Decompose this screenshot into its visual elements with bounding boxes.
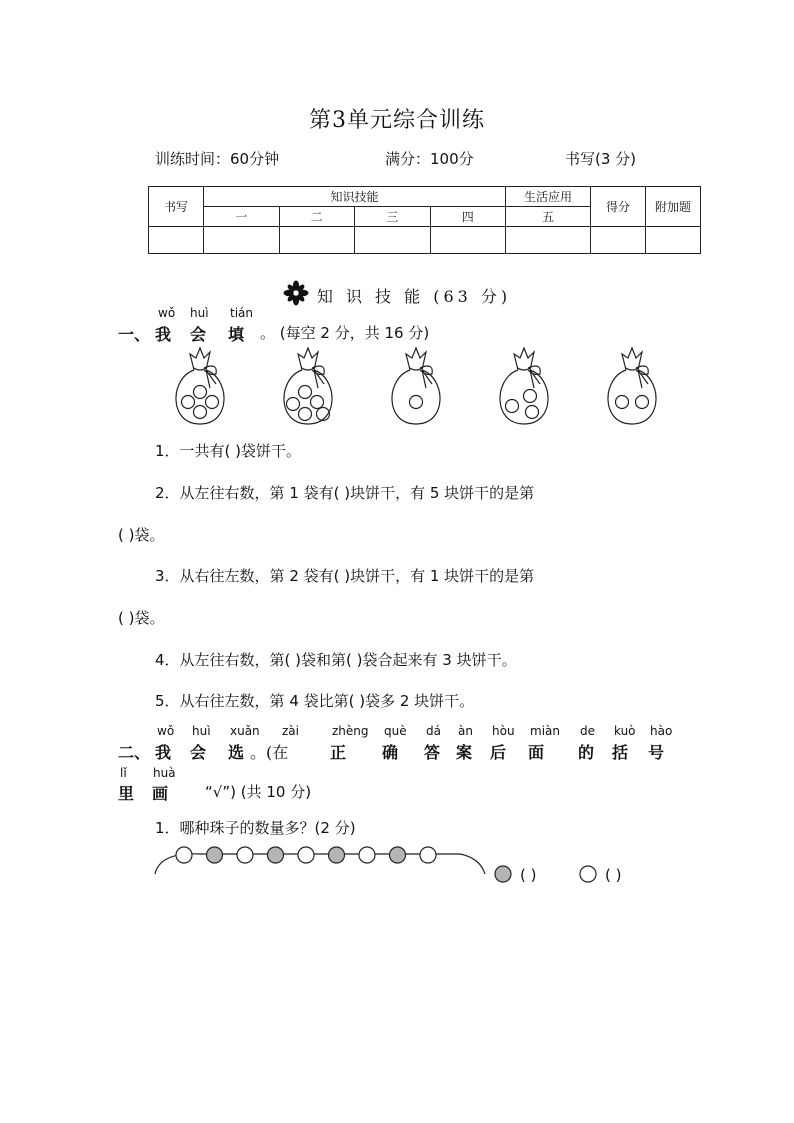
header-life: 生活应用 xyxy=(506,187,591,207)
q2-row1-pinyin: àn xyxy=(458,724,473,738)
q1-item-1: 1．一共有( )袋饼干。 xyxy=(155,442,302,460)
cell-3[interactable] xyxy=(355,227,431,254)
q2-row1-char: 面 xyxy=(528,743,545,762)
cell-bonus[interactable] xyxy=(646,227,701,254)
page-title: 第3单元综合训练 xyxy=(309,108,485,133)
header-writing: 书写 xyxy=(149,187,204,227)
cookie-bag xyxy=(392,348,440,424)
q1-item-3: 3．从右往左数，第 2 袋有( )块饼干，有 1 块饼干的是第 xyxy=(155,567,535,585)
q2-row1-char: 的 xyxy=(578,743,595,762)
section-heading-text: 知 识 技 能 (63 分) xyxy=(316,287,512,306)
q2-row1-pinyin: dá xyxy=(426,724,441,738)
q1-item-4: 4．从左往右数，第( )袋和第( )袋合起来有 3 块饼干。 xyxy=(155,651,517,669)
q2-row1-pinyin: zài xyxy=(282,724,299,738)
header-score: 得分 xyxy=(591,187,646,227)
col-3: 三 xyxy=(355,207,431,227)
time-limit: 训练时间：60分钟 xyxy=(155,150,280,168)
gray-bead xyxy=(207,847,223,863)
gray-bead-icon xyxy=(495,866,511,882)
q2-row1-pinyin: kuò xyxy=(614,724,636,738)
q2-row1-pinyin: de xyxy=(580,724,595,738)
beads-drawing xyxy=(0,840,794,900)
cell-5[interactable] xyxy=(506,227,591,254)
cookie-bag xyxy=(500,348,548,424)
q2-row1-char: 选 xyxy=(228,743,245,762)
q2-row1-pinyin: hào xyxy=(650,724,673,738)
gray-bead xyxy=(390,847,406,863)
q2-row1-pinyin: què xyxy=(384,724,407,738)
writing-score: 书写(3 分) xyxy=(565,150,637,168)
q2-row1-char: 会 xyxy=(190,743,207,762)
q2-row1-char: 我 xyxy=(155,743,172,762)
col-1: 一 xyxy=(204,207,280,227)
white-bead-answer[interactable]: ( ) xyxy=(605,866,622,884)
q1-number: 一、 xyxy=(118,325,151,344)
header-knowledge: 知识技能 xyxy=(204,187,506,207)
gray-bead xyxy=(329,847,345,863)
q2-row1-char: 括 xyxy=(612,743,629,762)
q1-char-3: 填 xyxy=(228,325,245,344)
header-bonus: 附加题 xyxy=(646,187,701,227)
white-bead-icon xyxy=(580,866,596,882)
flower-icon xyxy=(283,280,309,306)
white-bead xyxy=(237,847,253,863)
q1-pinyin-1: wǒ xyxy=(158,306,176,320)
cell-score[interactable] xyxy=(591,227,646,254)
cookie-bag xyxy=(608,348,656,424)
gray-bead-answer[interactable]: ( ) xyxy=(520,866,537,884)
q2-row2-char-2: 画 xyxy=(152,784,169,803)
q2-row1-pinyin: huì xyxy=(192,724,211,738)
q1-pinyin-2: huì xyxy=(190,306,209,320)
q2-row2-pinyin-1: lǐ xyxy=(120,766,127,780)
q1-instruction: 。 (每空 2 分，共 16 分) xyxy=(260,324,430,342)
cell-1[interactable] xyxy=(204,227,280,254)
cookie-bag xyxy=(284,348,332,424)
col-4: 四 xyxy=(430,207,506,227)
q2-row1-char: 后 xyxy=(490,743,507,762)
white-bead xyxy=(420,847,436,863)
q1-item-5: 5．从右往左数，第 4 袋比第( )袋多 2 块饼干。 xyxy=(155,692,475,710)
q2-row1-pinyin: xuǎn xyxy=(230,724,260,738)
white-bead xyxy=(298,847,314,863)
q1-item-2: 2．从左往右数，第 1 袋有( )块饼干，有 5 块饼干的是第 xyxy=(155,484,535,502)
q2-row1-char: 答 xyxy=(424,743,441,762)
full-score: 满分：100分 xyxy=(385,150,474,168)
white-bead xyxy=(359,847,375,863)
cell-2[interactable] xyxy=(279,227,355,254)
q1-char-1: 我 xyxy=(155,325,172,344)
q2-row1-char: 案 xyxy=(456,743,473,762)
q2-row1-pinyin: wǒ xyxy=(157,724,175,738)
cookie-bag xyxy=(176,348,224,424)
q2-row1-pinyin: miàn xyxy=(530,724,560,738)
gray-bead xyxy=(268,847,284,863)
q2-number: 二、 xyxy=(118,743,151,762)
q2-row1-char: 正 xyxy=(330,743,347,762)
q2-row1-pinyin: hòu xyxy=(492,724,515,738)
col-5: 五 xyxy=(506,207,591,227)
q2-instruction: “√”) (共 10 分) xyxy=(205,783,312,801)
white-bead xyxy=(176,847,192,863)
q1-char-2: 会 xyxy=(190,325,207,344)
bags-drawing xyxy=(0,340,794,430)
q1-pinyin-3: tián xyxy=(230,306,253,320)
section-heading xyxy=(0,280,794,307)
q2-sub1: 1．哪种珠子的数量多？(2 分) xyxy=(155,819,356,837)
cell-writing[interactable] xyxy=(149,227,204,254)
col-2: 二 xyxy=(279,207,355,227)
q2-row2-char-1: 里 xyxy=(118,784,135,803)
cell-4[interactable] xyxy=(430,227,506,254)
q2-row1-char: 。(在 xyxy=(250,743,289,762)
q1-item-3-cont: ( )袋。 xyxy=(118,609,165,627)
score-table xyxy=(148,186,701,254)
q1-item-2-cont: ( )袋。 xyxy=(118,526,165,544)
q2-row1-pinyin: zhèng xyxy=(332,724,369,738)
q2-row1-char: 确 xyxy=(382,743,399,762)
q2-row2-pinyin-2: huà xyxy=(153,766,176,780)
q2-row1-char: 号 xyxy=(648,743,665,762)
